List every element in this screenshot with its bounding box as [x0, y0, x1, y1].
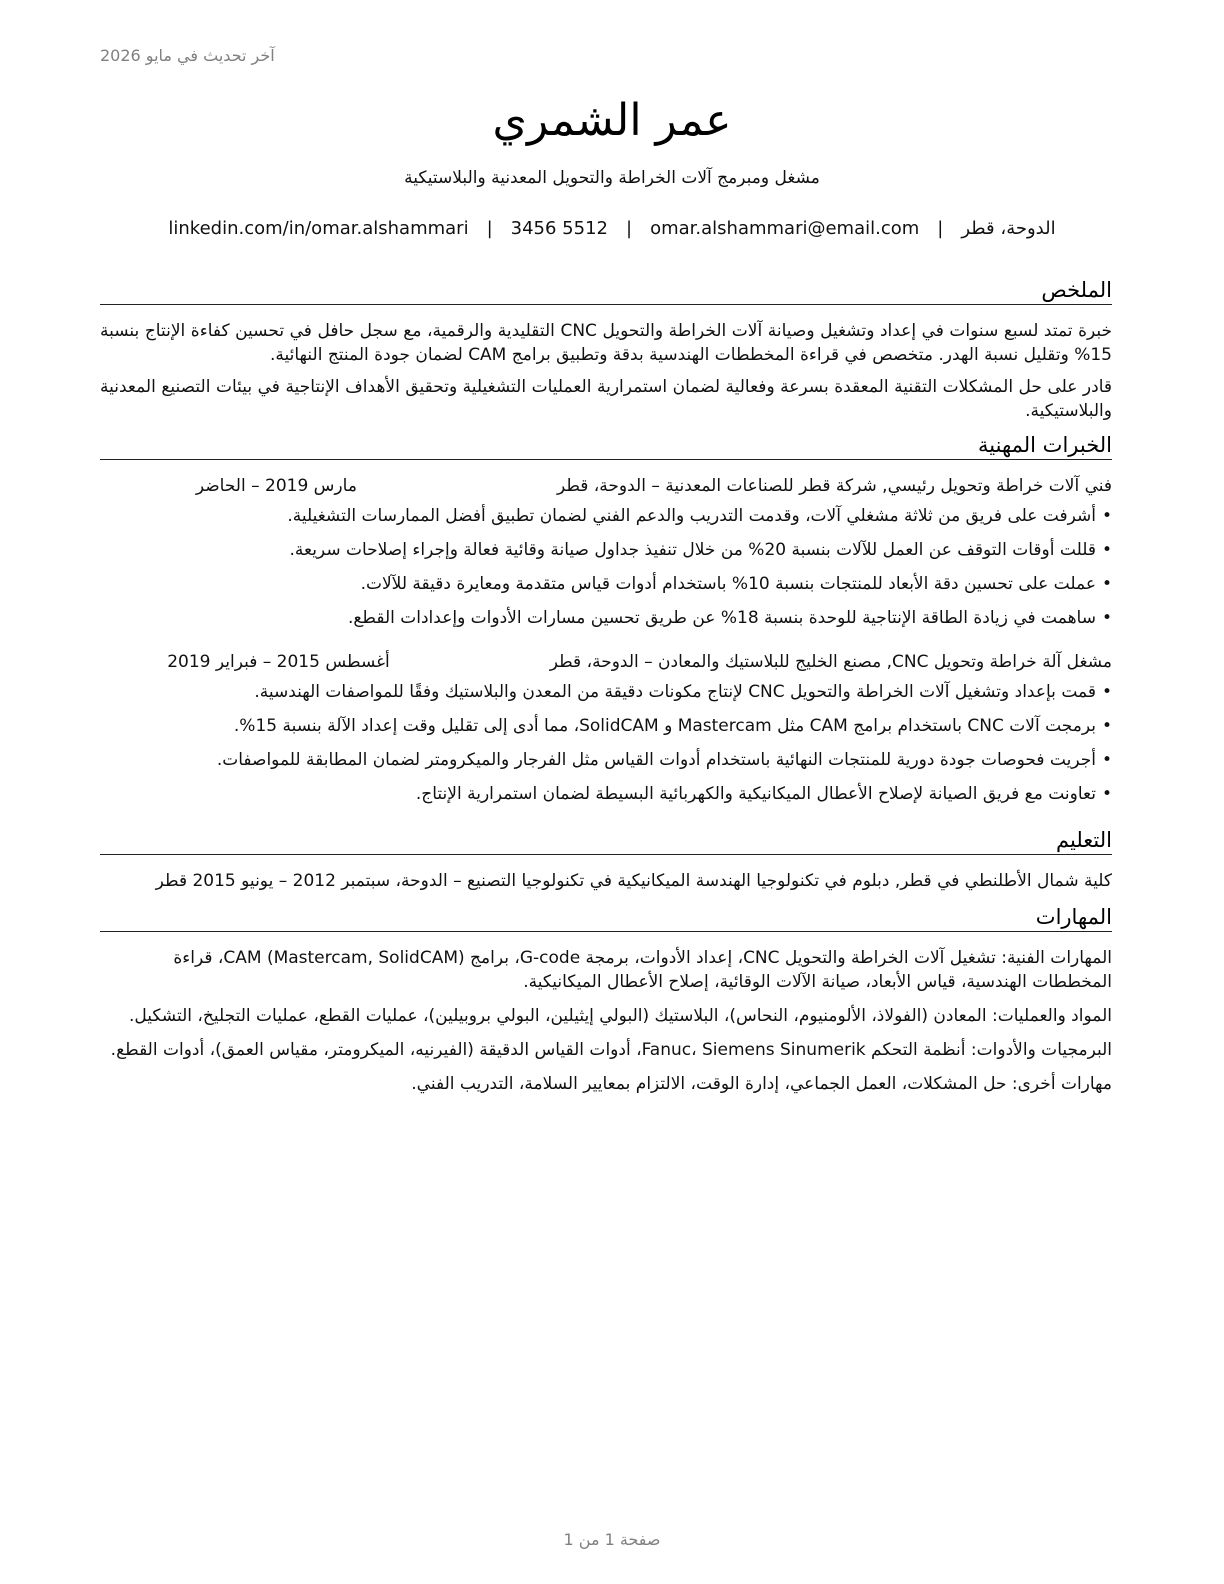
section-heading-summary: الملخص — [100, 276, 1112, 305]
job-entry — [100, 650, 1112, 806]
job-role: فني آلات خراطة وتحويل رئيسي, شركة قطر للصناعات المعدنية – الدوحة، قطر — [556, 476, 1112, 496]
contact-separator: | — [486, 218, 493, 239]
section-heading-education: التعليم — [100, 826, 1112, 855]
candidate-name: عمر الشمري — [492, 95, 732, 146]
skill-line: المهارات الفنية: تشغيل آلات الخراطة والتحويل CNC، إعداد الأدوات، برمجة G-code، برامج CAM (Mastercam, SolidCAM)، قراءة المخططات الهندسية، قياس الأبعاد، صيانة الآلات الوقائية، إصلاح الأعطال الميكانيكية. — [173, 948, 1112, 992]
last-updated-note: آخر تحديث في مايو 2026 — [100, 46, 275, 65]
job-bullets — [100, 680, 1112, 806]
job-header — [100, 474, 1112, 498]
job-dates: مارس 2019 – الحاضر — [195, 476, 357, 496]
job-dates: أغسطس 2015 – فبراير 2019 — [167, 652, 390, 672]
job-entry — [100, 474, 1112, 630]
skill-line: مهارات أخرى: حل المشكلات، العمل الجماعي، إدارة الوقت، الالتزام بمعايير السلامة، التدريب الفني. — [411, 1074, 1112, 1094]
job-header — [100, 650, 1112, 674]
section-heading-skills: المهارات — [100, 903, 1112, 932]
resume-header — [100, 92, 1124, 242]
contact-line — [100, 216, 1124, 242]
candidate-title: مشغل ومبرمج آلات الخراطة والتحويل المعدنية والبلاستيكية — [404, 168, 820, 188]
bullet-item: •قللت أوقات التوقف عن العمل للآلات بنسبة 20% من خلال تنفيذ جداول صيانة وقائية فعالة وإجراء إصلاحات سريعة. — [289, 540, 1112, 560]
section-heading-experience: الخبرات المهنية — [100, 431, 1112, 460]
experience-section — [100, 431, 1112, 806]
job-bullets — [100, 504, 1112, 630]
bullet-item: •ساهمت في زيادة الطاقة الإنتاجية للوحدة بنسبة 18% عن طريق تحسين مسارات الأدوات وإعدادات القطع. — [347, 608, 1112, 628]
contact-separator: | — [626, 218, 633, 239]
contact-phone: 3456 5512 — [510, 218, 608, 239]
summary-section — [100, 276, 1112, 423]
bullet-item: •أجريت فحوصات جودة دورية للمنتجات النهائية باستخدام أدوات القياس مثل الفرجار والميكرومتر لضمان المطابقة للمواصفات. — [216, 750, 1112, 770]
contact-linkedin: linkedin.com/in/omar.alshammari — [168, 218, 469, 239]
summary-paragraph: قادر على حل المشكلات التقنية المعقدة بسرعة وفعالية لضمان استمرارية العمليات التشغيلية وتحقيق الأهداف الإنتاجية في بيئات التصنيع المعدنية والبلاستيكية. — [100, 377, 1112, 421]
bullet-item: •أشرفت على فريق من ثلاثة مشغلي آلات، وقدمت التدريب والدعم الفني لضمان تطبيق أفضل الممارسات التشغيلية. — [287, 506, 1112, 526]
education-entry: كلية شمال الأطلنطي في قطر, دبلوم في تكنولوجيا الهندسة الميكانيكية في تكنولوجيا التصنيع – الدوحة، سبتمبر 2012 – يونيو 2015 قطر — [155, 871, 1112, 891]
summary-paragraph: خبرة تمتد لسبع سنوات في إعداد وتشغيل وصيانة آلات الخراطة والتحويل CNC التقليدية والرقمية، مع سجل حافل في تحسين كفاءة الإنتاج بنسبة 15% وتقليل نسبة الهدر. متخصص في قراءة المخططات الهندسية بدقة وتطبيق برامج CAM لضمان جودة المنتج النهائية. — [100, 321, 1113, 365]
job-role: مشغل آلة خراطة وتحويل CNC, مصنع الخليج للبلاستيك والمعادن – الدوحة، قطر — [549, 652, 1112, 672]
contact-separator: | — [937, 218, 944, 239]
page-number: صفحة 1 من 1 — [563, 1530, 661, 1549]
skills-section — [100, 903, 1112, 1096]
bullet-item: •عملت على تحسين دقة الأبعاد للمنتجات بنسبة 10% باستخدام أدوات قياس متقدمة ومعايرة دقيقة للآلات. — [360, 574, 1112, 594]
bullet-item: •برمجت آلات CNC باستخدام برامج CAM مثل Mastercam و SolidCAM، مما أدى إلى تقليل وقت إعداد الآلة بنسبة 15%. — [233, 716, 1112, 736]
contact-email: omar.alshammari@email.com — [650, 218, 920, 239]
skill-line: البرمجيات والأدوات: أنظمة التحكم Fanuc، Siemens Sinumerik، أدوات القياس الدقيقة (الفيرنيه، الميكرومتر، مقياس العمق)، أدوات القطع. — [110, 1040, 1112, 1060]
bullet-item: •قمت بإعداد وتشغيل آلات الخراطة والتحويل CNC لإنتاج مكونات دقيقة من المعدن والبلاستيك وفقًا للمواصفات الهندسية. — [254, 682, 1112, 702]
contact-location: الدوحة، قطر — [961, 218, 1056, 239]
resume-content — [100, 276, 1112, 1106]
education-section — [100, 826, 1112, 893]
bullet-item: •تعاونت مع فريق الصيانة لإصلاح الأعطال الميكانيكية والكهربائية البسيطة لضمان استمرارية الإنتاج. — [415, 784, 1112, 804]
skill-line: المواد والعمليات: المعادن (الفولاذ، الألومنيوم، النحاس)، البلاستيك (البولي إيثيلين، البولي بروبيلين)، عمليات القطع، عمليات التجليخ، التشكيل. — [128, 1006, 1112, 1026]
